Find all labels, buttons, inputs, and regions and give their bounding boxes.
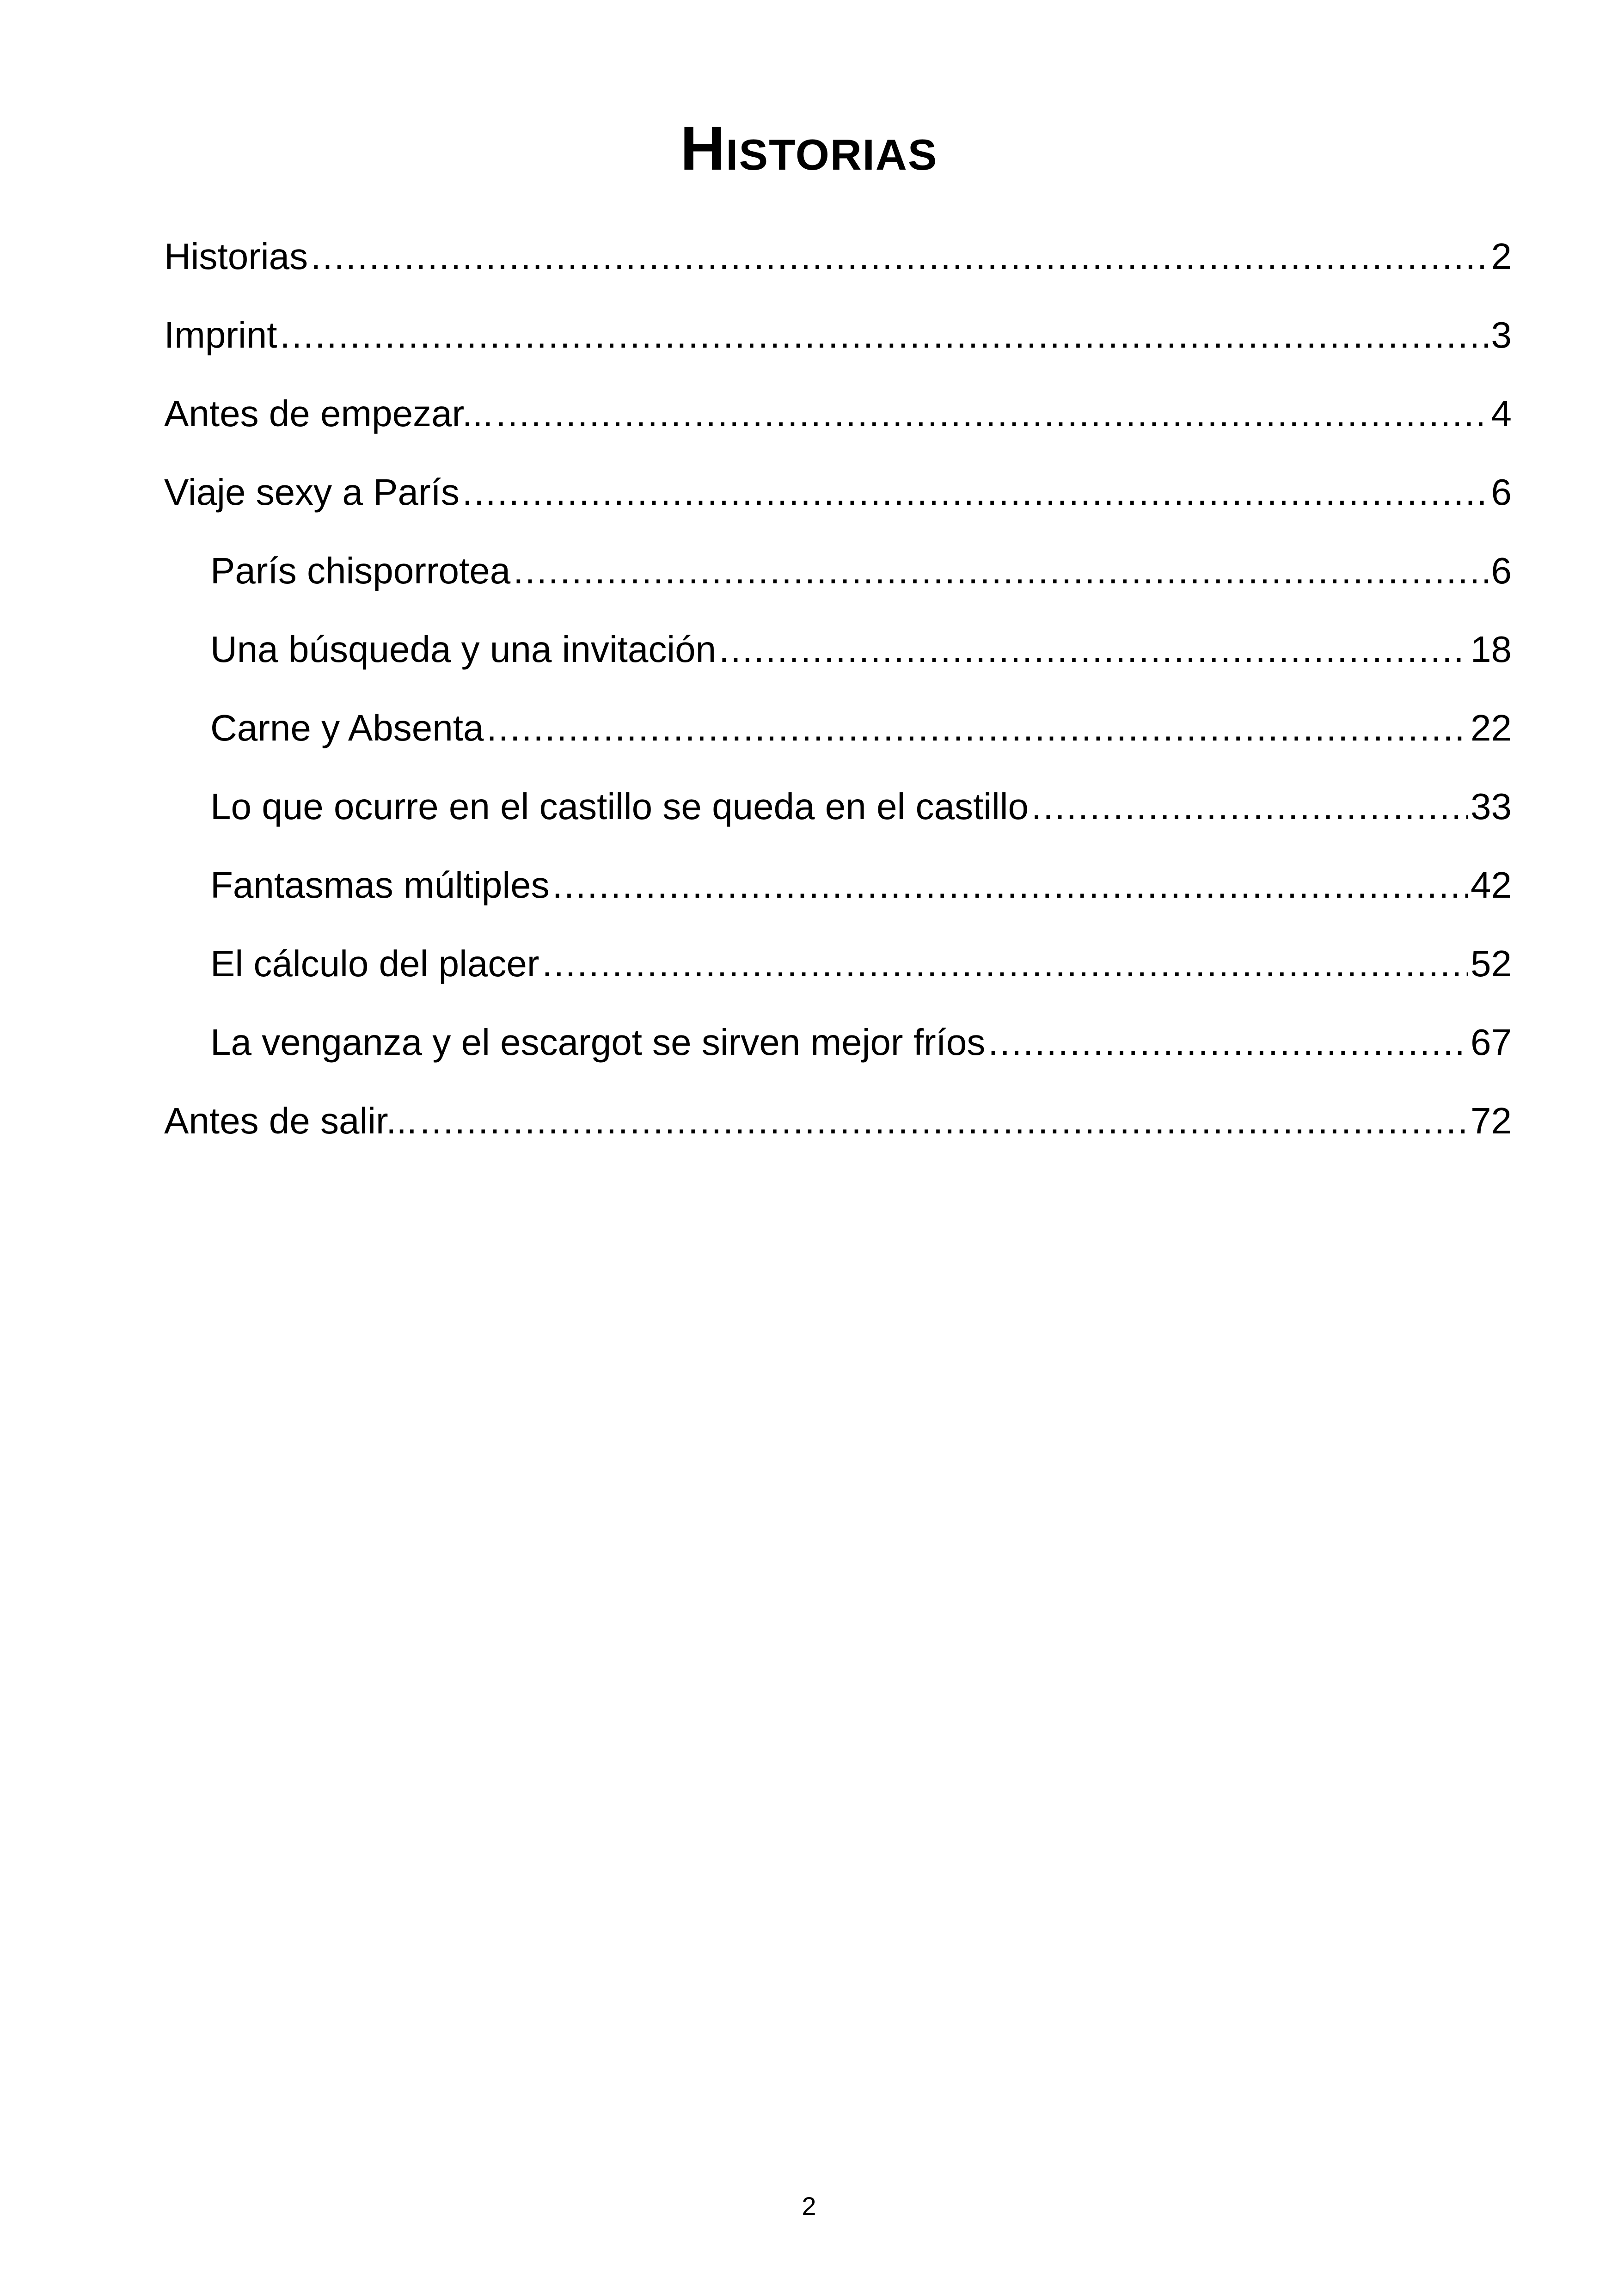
toc-subentry[interactable]	[164, 864, 1512, 945]
toc-dot-leader	[513, 552, 1488, 589]
toc-subentry[interactable]	[164, 631, 1512, 710]
toc-dot-leader	[462, 474, 1489, 511]
toc-entry-page: 2	[1491, 236, 1512, 277]
toc-entry-label: Antes de empezar...	[164, 393, 493, 434]
toc-dot-leader	[719, 631, 1468, 668]
toc-entry-label: Antes de salir...	[164, 1100, 417, 1141]
toc-entry[interactable]	[164, 238, 1512, 317]
toc-entry-page: 6	[1491, 471, 1512, 513]
toc-entry-label: Lo que ocurre en el castillo se queda en el castillo	[210, 786, 1029, 827]
toc-entry-label: Una búsqueda y una invitación	[210, 629, 717, 670]
toc-entry-page: 52	[1471, 943, 1512, 984]
toc-entry-label: Viaje sexy a París	[164, 471, 460, 513]
toc-dot-leader	[280, 317, 1489, 354]
toc-subentry[interactable]	[164, 1024, 1512, 1102]
toc-dot-leader	[420, 1102, 1468, 1139]
toc-entry[interactable]	[164, 1102, 1512, 1181]
toc-entry-label: Imprint	[164, 314, 277, 355]
toc-dot-leader	[552, 867, 1468, 904]
toc-entry-page: 72	[1471, 1100, 1512, 1141]
toc-entry-label: Historias	[164, 236, 308, 277]
toc-entry-page: 33	[1471, 786, 1512, 827]
toc-dot-leader	[486, 710, 1468, 747]
page-number: 2	[802, 2192, 816, 2221]
toc-subentry[interactable]	[164, 707, 1512, 788]
toc-entry[interactable]	[164, 314, 1512, 395]
toc-subentry[interactable]	[164, 788, 1512, 867]
toc-dot-leader	[311, 238, 1488, 275]
toc-entry-label: El cálculo del placer	[210, 943, 539, 984]
toc-entry-page: 42	[1471, 864, 1512, 906]
toc-entry-page: 67	[1471, 1022, 1512, 1063]
toc-dot-leader	[542, 945, 1468, 982]
toc-entry-label: La venganza y el escargot se sirven mejor fríos	[210, 1022, 986, 1063]
toc-entry-label: Fantasmas múltiples	[210, 864, 550, 906]
toc-entry-page: 3	[1491, 314, 1512, 355]
toc-dot-leader	[1031, 788, 1468, 825]
toc-dot-leader	[988, 1024, 1468, 1061]
toc-entry-label: Carne y Absenta	[210, 707, 484, 748]
table-of-contents	[164, 238, 1512, 1181]
toc-subentry[interactable]	[164, 945, 1512, 1024]
toc-entry[interactable]	[164, 395, 1512, 474]
toc-dot-leader	[496, 395, 1489, 432]
page-title: Historias	[680, 114, 938, 183]
toc-entry-page: 6	[1491, 550, 1512, 591]
toc-entry-label: París chisporrotea	[210, 550, 511, 591]
toc-entry-page: 4	[1491, 393, 1512, 434]
toc-entry-page: 18	[1471, 629, 1512, 670]
toc-subentry[interactable]	[164, 552, 1512, 631]
toc-entry-page: 22	[1471, 707, 1512, 748]
toc-entry[interactable]	[164, 471, 1512, 552]
